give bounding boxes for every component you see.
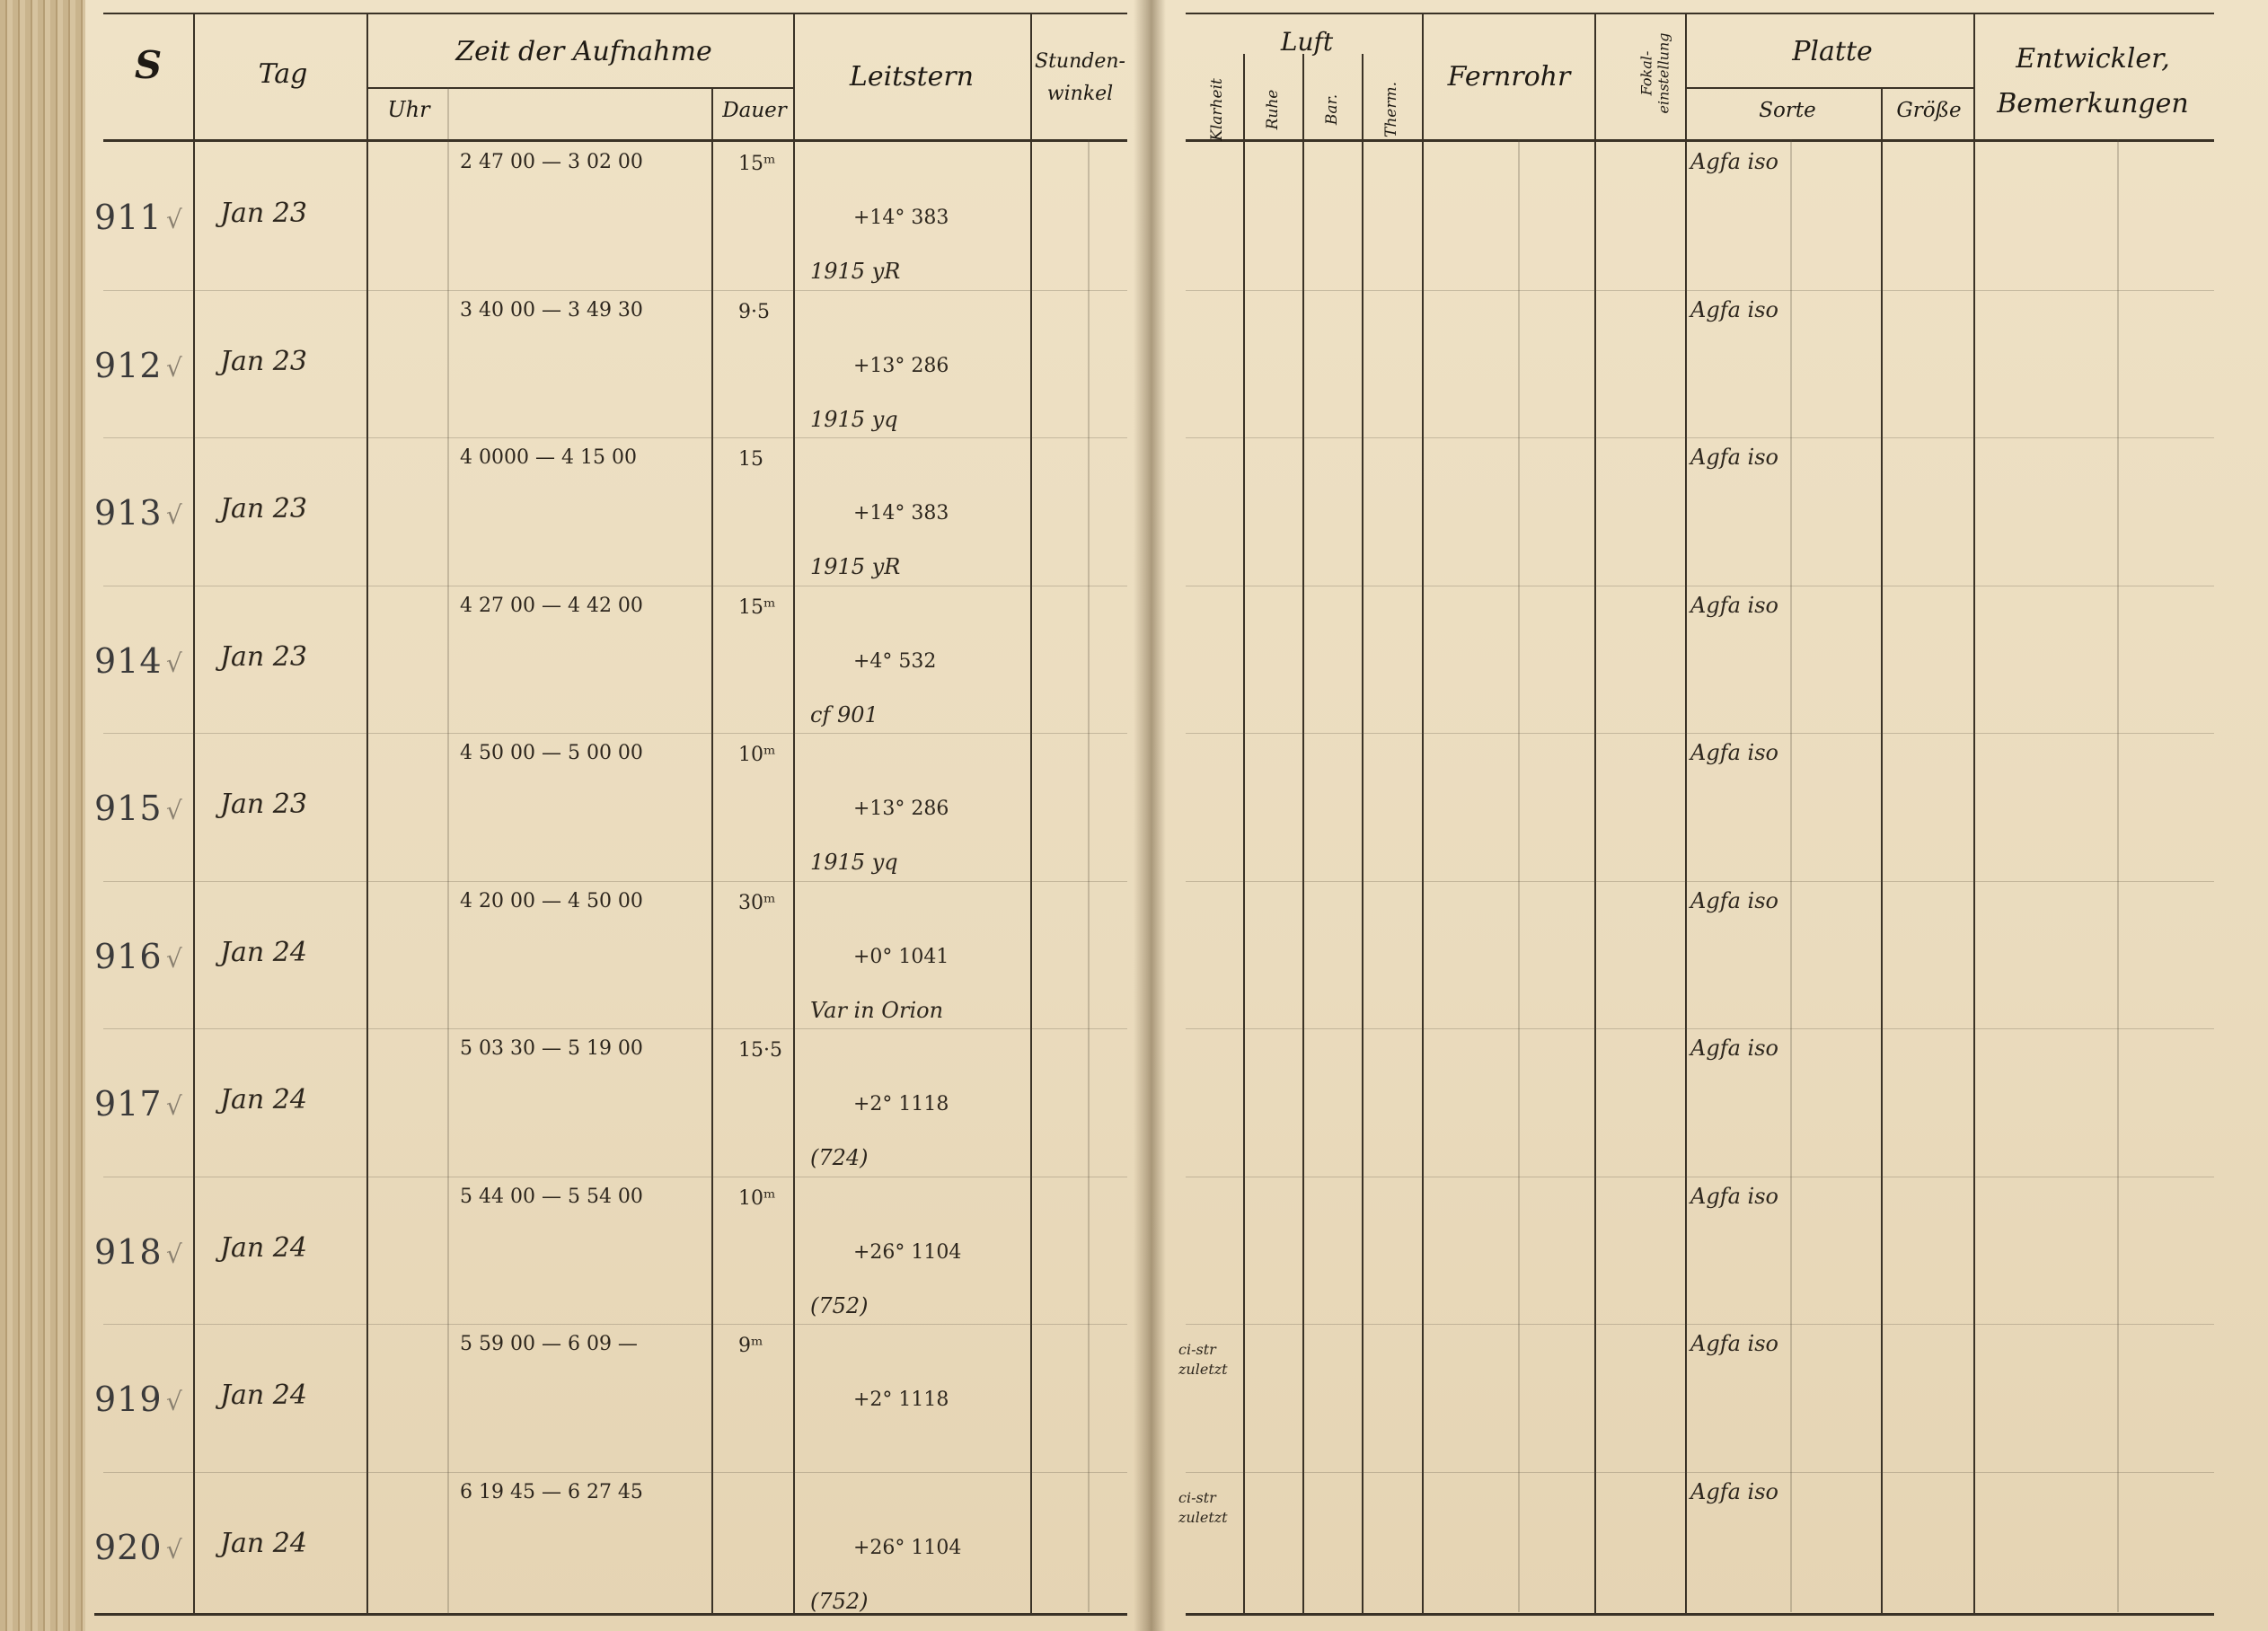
top-rule-right xyxy=(1186,13,2214,14)
row-note: 1915 yR xyxy=(810,259,901,284)
check-mark: √ xyxy=(166,944,182,974)
header-bottom-rule-left xyxy=(103,139,1127,142)
row-time: 2 47 00 — 3 02 00 xyxy=(460,151,643,173)
row-divider-left xyxy=(103,290,1127,291)
row-divider-right xyxy=(1186,290,2214,291)
row-date: Jan 24 xyxy=(220,1232,307,1264)
row-duration: 30ᵐ xyxy=(738,892,776,914)
row-divider-left xyxy=(103,881,1127,882)
row-platte: Agfa iso xyxy=(1690,593,1778,618)
col-rule-s xyxy=(193,13,195,1615)
row-platte: Agfa iso xyxy=(1690,1036,1778,1061)
header-zeit: Zeit der Aufnahme xyxy=(455,36,712,67)
row-time: 4 27 00 — 4 42 00 xyxy=(460,595,643,617)
row-platte: Agfa iso xyxy=(1690,297,1778,322)
row-date: Jan 24 xyxy=(220,1528,307,1559)
row-divider-right xyxy=(1186,1472,2214,1473)
row-divider-left xyxy=(103,1324,1127,1325)
row-duration: 15ᵐ xyxy=(738,153,776,175)
row-note: 1915 yq xyxy=(810,407,898,432)
row-platte: Agfa iso xyxy=(1690,888,1778,913)
col-rule-leitstern xyxy=(1030,13,1032,1615)
header-fernrohr: Fernrohr xyxy=(1447,61,1571,93)
row-duration: 10ᵐ xyxy=(738,1187,776,1210)
top-rule-left xyxy=(103,13,1127,14)
row-divider-left xyxy=(103,1472,1127,1473)
row-note: (724) xyxy=(810,1145,869,1170)
row-duration: 9ᵐ xyxy=(738,1335,763,1357)
row-date: Jan 24 xyxy=(220,1084,307,1115)
header-fokal-1: Fokal- xyxy=(1637,50,1655,96)
header-uhr: Uhr xyxy=(387,97,430,122)
row-number: 911 xyxy=(94,198,163,237)
row-leitstern: +13° 286 xyxy=(853,355,949,377)
col-rule-luft xyxy=(1422,13,1424,1615)
row-note: (752) xyxy=(810,1589,869,1614)
header-bemerkungen: Bemerkungen xyxy=(1997,88,2189,119)
check-mark: √ xyxy=(166,1091,182,1121)
row-date: Jan 23 xyxy=(220,493,307,525)
row-platte: Agfa iso xyxy=(1690,1479,1778,1504)
row-divider-right xyxy=(1186,1028,2214,1029)
row-number: 914 xyxy=(94,641,163,681)
check-mark: √ xyxy=(166,1239,182,1269)
col-rule-dauer xyxy=(793,13,795,1615)
row-number: 916 xyxy=(94,937,163,976)
row-duration: 15·5 xyxy=(738,1039,782,1062)
row-time: 4 0000 — 4 15 00 xyxy=(460,446,637,469)
col-rule-fernrohr xyxy=(1594,13,1596,1615)
row-leitstern: +4° 532 xyxy=(853,650,937,673)
row-leitstern: +13° 286 xyxy=(853,798,949,820)
row-leitstern: +26° 1104 xyxy=(853,1537,962,1559)
col-rule-tag xyxy=(366,13,368,1615)
header-therm: Therm. xyxy=(1382,82,1400,137)
row-leitstern: +2° 1118 xyxy=(853,1389,949,1411)
header-platte: Platte xyxy=(1792,36,1873,67)
row-divider-left xyxy=(103,437,1127,438)
check-mark: √ xyxy=(166,1387,182,1416)
bottom-rule-right xyxy=(1186,1613,2214,1616)
row-divider-left xyxy=(103,733,1127,734)
row-luft-note: ci-str zuletzt xyxy=(1178,1489,1228,1526)
header-tag: Tag xyxy=(258,58,308,90)
row-time: 3 40 00 — 3 49 30 xyxy=(460,299,643,322)
row-note: Var in Orion xyxy=(810,998,944,1023)
row-date: Jan 23 xyxy=(220,641,307,673)
row-date: Jan 23 xyxy=(220,789,307,820)
col-rule-faint-left xyxy=(1088,139,1090,1612)
check-mark: √ xyxy=(166,648,182,678)
col-rule-ruhe xyxy=(1302,54,1304,1614)
row-leitstern: +0° 1041 xyxy=(853,946,949,968)
row-number: 913 xyxy=(94,493,163,533)
check-mark: √ xyxy=(166,1535,182,1565)
row-leitstern: +26° 1104 xyxy=(853,1241,962,1264)
row-time: 6 19 45 — 6 27 45 xyxy=(460,1481,643,1503)
row-platte: Agfa iso xyxy=(1690,1331,1778,1356)
check-mark: √ xyxy=(166,796,182,825)
row-date: Jan 23 xyxy=(220,346,307,377)
row-number: 920 xyxy=(94,1528,163,1567)
row-note: cf 901 xyxy=(810,702,878,727)
col-rule-time xyxy=(711,87,713,1614)
col-rule-bem-mid xyxy=(2117,139,2119,1612)
row-number: 915 xyxy=(94,789,163,828)
row-duration: 15 xyxy=(738,448,763,471)
col-rule-fernrohr-mid xyxy=(1518,139,1520,1612)
col-rule-platte xyxy=(1973,13,1975,1615)
header-dauer: Dauer xyxy=(722,99,787,122)
row-number: 919 xyxy=(94,1380,163,1419)
header-groesse: Größe xyxy=(1896,99,1962,122)
row-number: 917 xyxy=(94,1084,163,1124)
row-time: 5 03 30 — 5 19 00 xyxy=(460,1037,643,1060)
col-rule-bar xyxy=(1362,54,1363,1614)
row-number: 918 xyxy=(94,1232,163,1272)
book-gutter xyxy=(1134,0,1166,1631)
row-platte: Agfa iso xyxy=(1690,740,1778,765)
page-edges xyxy=(0,0,85,1631)
header-stundenwinkel-1: Stunden- xyxy=(1035,50,1125,73)
row-duration: 10ᵐ xyxy=(738,744,776,766)
header-fokal-2: einstellung xyxy=(1655,32,1672,114)
row-platte: Agfa iso xyxy=(1690,149,1778,174)
col-rule-fokal xyxy=(1685,13,1687,1615)
check-mark: √ xyxy=(166,500,182,530)
header-leitstern: Leitstern xyxy=(849,61,975,93)
row-date: Jan 24 xyxy=(220,937,307,968)
bottom-rule-left xyxy=(94,1613,1127,1616)
col-rule-sorte-mid xyxy=(1790,139,1792,1612)
header-bar: Bar. xyxy=(1323,93,1341,126)
row-leitstern: +2° 1118 xyxy=(853,1093,949,1115)
header-klarheit: Klarheit xyxy=(1208,78,1226,141)
row-time: 4 20 00 — 4 50 00 xyxy=(460,890,643,912)
row-divider-right xyxy=(1186,733,2214,734)
row-luft-note: ci-str zuletzt xyxy=(1178,1341,1228,1378)
col-rule-uhr xyxy=(447,87,449,1614)
header-luft: Luft xyxy=(1280,27,1334,57)
header-s: S xyxy=(134,43,163,87)
row-date: Jan 24 xyxy=(220,1380,307,1411)
row-number: 912 xyxy=(94,346,163,385)
row-note: (752) xyxy=(810,1293,869,1318)
row-divider-right xyxy=(1186,1324,2214,1325)
row-divider-right xyxy=(1186,881,2214,882)
row-divider-left xyxy=(103,1028,1127,1029)
header-stundenwinkel-2: winkel xyxy=(1046,83,1114,105)
row-platte: Agfa iso xyxy=(1690,445,1778,470)
row-note: 1915 yR xyxy=(810,554,901,579)
check-mark: √ xyxy=(166,205,182,234)
row-duration: 15ᵐ xyxy=(738,596,776,619)
row-leitstern: +14° 383 xyxy=(853,207,949,229)
col-rule-klarheit xyxy=(1243,54,1245,1614)
header-ruhe: Ruhe xyxy=(1264,89,1282,130)
row-time: 5 59 00 — 6 09 — xyxy=(460,1333,638,1355)
header-entwickler: Entwickler, xyxy=(2016,43,2170,75)
row-time: 4 50 00 — 5 00 00 xyxy=(460,742,643,764)
row-divider-right xyxy=(1186,437,2214,438)
check-mark: √ xyxy=(166,353,182,383)
col-rule-sorte xyxy=(1881,87,1883,1614)
row-platte: Agfa iso xyxy=(1690,1184,1778,1209)
header-sorte: Sorte xyxy=(1759,99,1816,122)
row-leitstern: +14° 383 xyxy=(853,502,949,525)
row-time: 5 44 00 — 5 54 00 xyxy=(460,1186,643,1208)
right-page xyxy=(1150,0,2268,1631)
platte-sub-rule xyxy=(1686,87,1973,89)
row-note: 1915 yq xyxy=(810,850,898,875)
row-date: Jan 23 xyxy=(220,198,307,229)
row-duration: 9·5 xyxy=(738,301,770,323)
zeit-sub-rule xyxy=(368,87,795,89)
